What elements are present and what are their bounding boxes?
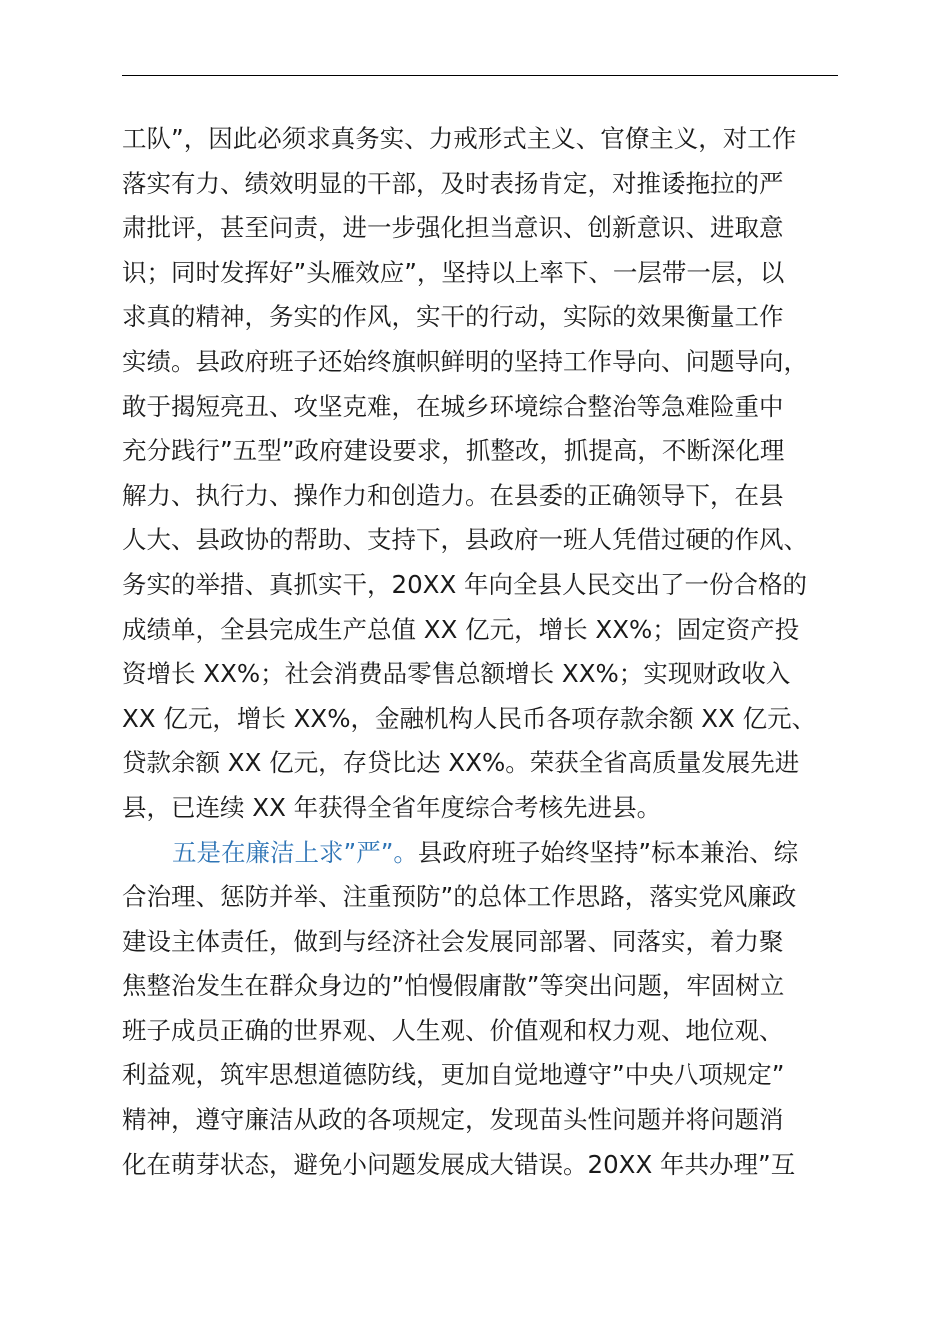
text-line: 利益观，筑牢思想道德防线，更加自觉地遵守”中央八项规定” (122, 1060, 785, 1090)
text-line: 合治理、惩防并举、注重预防”的总体工作思路，落实党风廉政 (122, 882, 797, 912)
text-line: 资增长 XX%；社会消费品零售总额增长 XX%；实现财政收入 (122, 659, 791, 689)
section-heading: 五是在廉洁上求”严”。 (172, 837, 418, 867)
paragraph-2 (122, 831, 862, 1188)
header-rule (122, 75, 838, 76)
text-run: 县政府班子始终坚持”标本兼治、综 (417, 837, 799, 867)
text-line: 贷款余额 XX 亿元，存贷比达 XX%。荣获全省高质量发展先进 (122, 748, 800, 778)
text-line: 建设主体责任，做到与经济社会发展同部署、同落实，着力聚 (122, 926, 784, 956)
text-line: 求真的精神，务实的作风，实干的行动，实际的效果衡量工作 (122, 302, 784, 332)
text-line: 落实有力、绩效明显的干部，及时表扬肯定，对推诿拖拉的严 (122, 168, 784, 198)
text-line: 精神，遵守廉洁从政的各项规定，发现苗头性问题并将问题消 (122, 1105, 784, 1135)
text-line: 成绩单，全县完成生产总值 XX 亿元，增长 XX%；固定资产投 (122, 614, 800, 644)
text-line: 县，已连续 XX 年获得全省年度综合考核先进县。 (122, 792, 662, 822)
text-line: 务实的举措、真抓实干，20XX 年向全县人民交出了一份合格的 (122, 569, 808, 599)
text-line: 实绩。县政府班子还始终旗帜鲜明的坚持工作导向、问题导向， (122, 346, 808, 376)
text-line: 化在萌芽状态，避免小问题发展成大错误。20XX 年共办理”互 (122, 1149, 796, 1179)
text-line: 敢于揭短亮丑、攻坚克难，在城乡环境综合整治等急难险重中 (122, 391, 784, 421)
text-line: 工队”，因此必须求真务实、力戒形式主义、官僚主义，对工作 (122, 124, 797, 153)
document-body (122, 117, 862, 1187)
text-line: 充分践行”五型”政府建设要求，抓整改，抓提高，不断深化理 (122, 436, 785, 466)
text-line: 焦整治发生在群众身边的”怕慢假庸散”等突出问题，牢固树立 (122, 971, 785, 1001)
paragraph-1 (122, 117, 862, 831)
text-line: 肃批评，甚至问责，进一步强化担当意识、创新意识、进取意 (122, 213, 784, 243)
text-line: 识；同时发挥好”头雁效应”，坚持以上率下、一层带一层，以 (122, 257, 785, 287)
text-line (122, 831, 862, 876)
text-line: XX 亿元，增长 XX%，金融机构人民币各项存款余额 XX 亿元、 (122, 703, 817, 733)
text-line: 班子成员正确的世界观、人生观、价值观和权力观、地位观、 (122, 1015, 784, 1045)
text-line: 解力、执行力、操作力和创造力。在县委的正确领导下，在县 (122, 480, 784, 510)
text-line: 人大、县政协的帮助、支持下，县政府一班人凭借过硬的作风、 (122, 525, 808, 555)
